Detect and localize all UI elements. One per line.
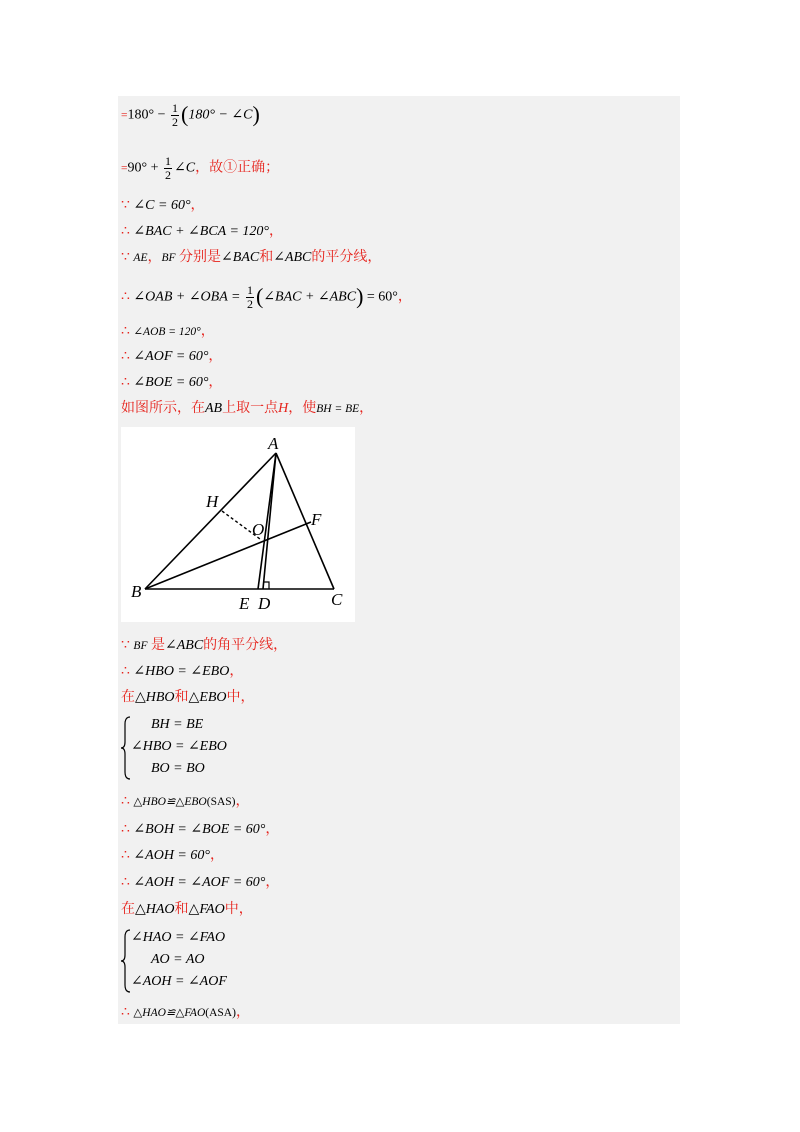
label-c: C	[331, 590, 343, 609]
altitude-ad	[263, 453, 276, 589]
system-row-3: BO = BO	[151, 761, 205, 776]
triangle-figure	[121, 427, 355, 622]
fraction-half: $\frac{1}{2}$	[165, 154, 171, 182]
line-construct-h: 如图所示，在AB上取一点H，使BH = BE，	[121, 401, 374, 416]
line-boe: ∴ ∠BOE = 60°，	[121, 375, 223, 390]
line-congruent-sas: ∴ △HBO≌△EBO(SAS)，	[121, 794, 250, 809]
line-angle-sum: ∴ ∠BAC + ∠BCA = 120°，	[121, 224, 284, 239]
line-boh-boe: ∴ ∠BOH = ∠BOE = 60°，	[121, 822, 280, 837]
brace-icon	[121, 929, 131, 993]
system-row-2: ∠HBO = ∠EBO	[131, 739, 227, 754]
label-e: E	[239, 594, 250, 613]
line-bisectors: ∵ AE，BF 分别是∠BAC和∠ABC的平分线，	[121, 250, 382, 265]
line-in-hao-fao: 在△HAO和△FAO中，	[121, 902, 253, 917]
label-b: B	[131, 582, 142, 601]
label-f: F	[311, 510, 322, 529]
line-aof: ∴ ∠AOF = 60°，	[121, 349, 223, 364]
system-row-2: AO = AO	[151, 952, 205, 967]
system-row-1: BH = BE	[151, 717, 204, 732]
equation-line-1: =180° − $\frac{1}{2}$ (180° − ∠C)	[121, 101, 260, 129]
brace-icon	[121, 716, 131, 780]
line-aoh: ∴ ∠AOH = 60°，	[121, 848, 224, 863]
fraction-half: $\frac{1}{2}$	[172, 101, 179, 129]
line-angle-c: ∵ ∠C = 60°，	[121, 198, 205, 213]
triangle-diagram	[121, 427, 355, 622]
line-hbo-ebo: ∴ ∠HBO = ∠EBO，	[121, 664, 244, 679]
system-row-1: ∠HAO = ∠FAO	[131, 930, 226, 945]
line-in-hbo-ebo: 在△HBO和△EBO中，	[121, 690, 255, 705]
line-congruent-asa: ∴ △HAO≌△FAO(ASA)，	[121, 1005, 250, 1020]
line-bf-bisector: ∵ BF 是∠ABC的角平分线，	[121, 638, 288, 653]
system-row-3: ∠AOH = ∠AOF	[131, 974, 227, 989]
label-d: D	[258, 594, 271, 613]
equation-line-2: =90° + $\frac{1}{2}$ ∠C，故①正确；	[121, 154, 280, 182]
side-ac	[276, 453, 334, 589]
fraction-half: $\frac{1}{2}$	[246, 283, 253, 311]
label-o: O	[252, 520, 265, 539]
line-aoh-aof: ∴ ∠AOH = ∠AOF = 60°，	[121, 875, 280, 890]
line-oab-oba: ∴ ∠OAB + ∠OBA = $\frac{1}{2}$ (∠BAC + ∠ABC) = 60°，	[121, 283, 412, 311]
bisector-bf	[145, 522, 311, 589]
label-h: H	[206, 492, 219, 511]
label-a: A	[268, 434, 279, 453]
line-aob: ∴ ∠AOB = 120°，	[121, 324, 215, 339]
